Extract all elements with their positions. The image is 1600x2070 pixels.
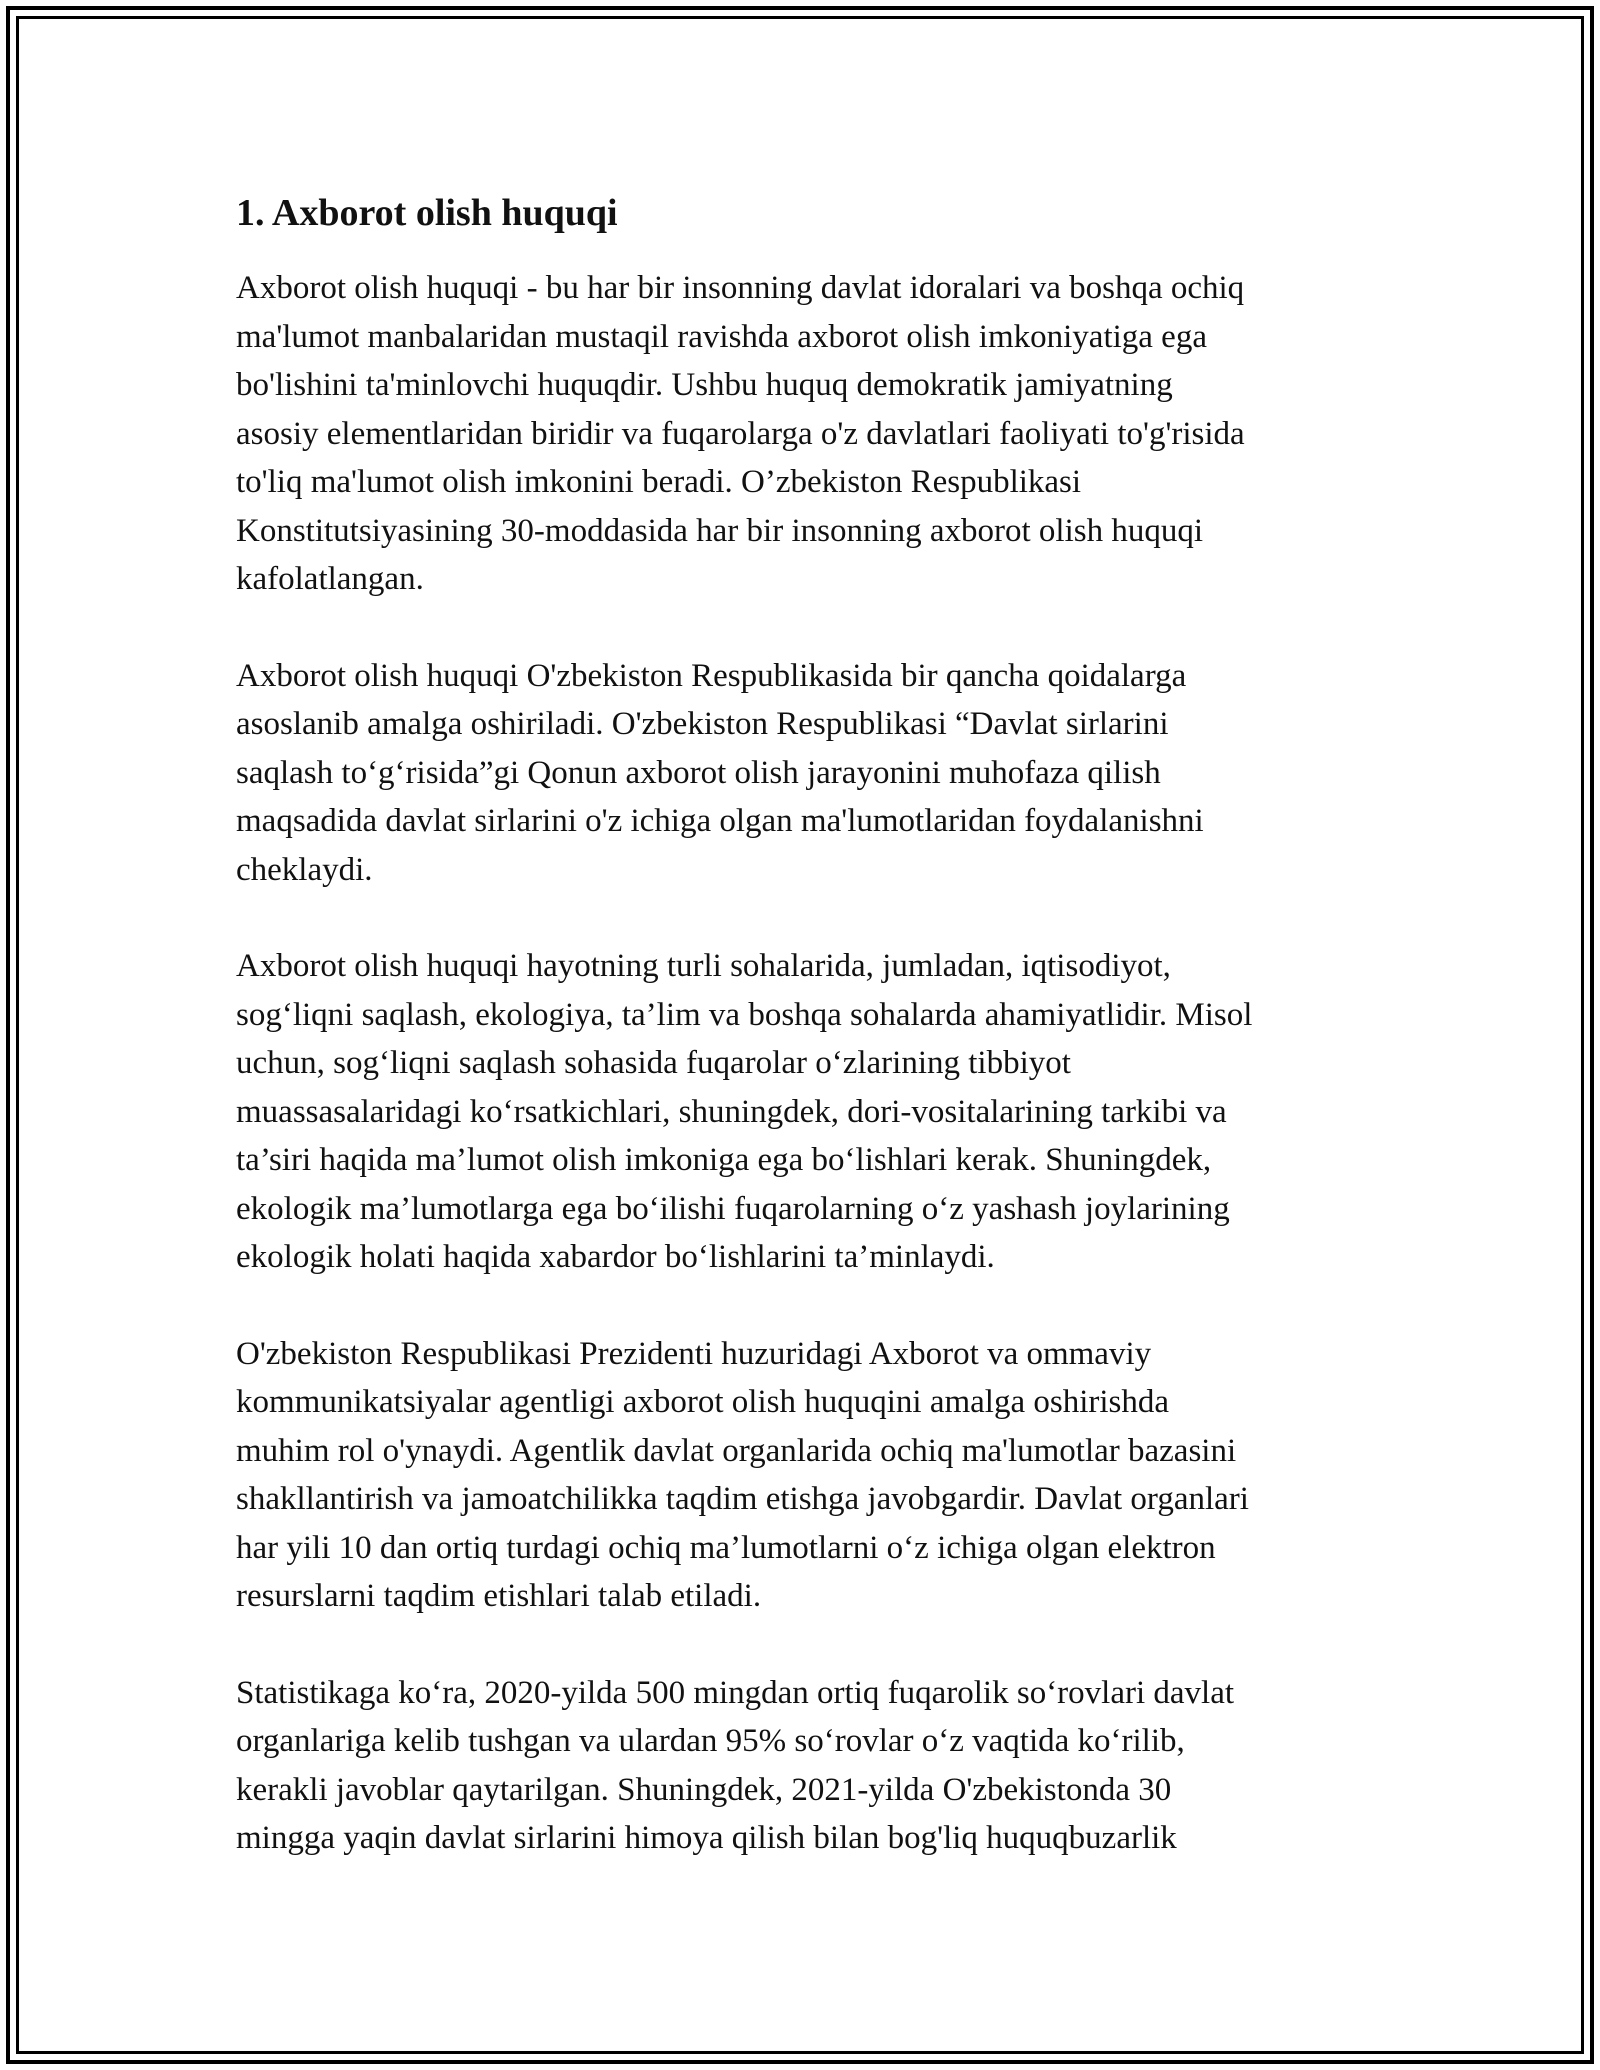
paragraph-line: shakllantirish va jamoatchilikka taqdim etishga javobgardir. Davlat organlari <box>236 1481 1249 1517</box>
paragraph-line: mingga yaqin davlat sirlarini himoya qilish bilan bog'liq huquqbuzarlik <box>236 1820 1177 1856</box>
paragraph-line: muassasalaridagi ko‘rsatkichlari, shuningdek, dori-vositalarining tarkibi va <box>236 1093 1227 1130</box>
paragraph-3 <box>236 942 1386 1282</box>
paragraph-line: saqlash to‘g‘risida”gi Qonun axborot olish jarayonini muhofaza qilish <box>236 754 1161 791</box>
paragraph-line: Axborot olish huquqi O'zbekiston Respublikasida bir qancha qoidalarga <box>236 657 1187 694</box>
paragraph-1 <box>236 264 1386 604</box>
paragraph-line: to'liq ma'lumot olish imkonini beradi. O’zbekiston Respublikasi <box>236 464 1082 500</box>
paragraph-line: kafolatlangan. <box>236 561 424 597</box>
paragraph-line: Statistikaga ko‘ra, 2020-yilda 500 mingdan ortiq fuqarolik so‘rovlari davlat <box>236 1674 1235 1711</box>
document-body <box>236 186 1386 1911</box>
paragraph-line: ma'lumot manbalaridan mustaqil ravishda axborot olish imkoniyatiga ega <box>236 318 1207 355</box>
paragraph-line: ta’siri haqida ma’lumot olish imkoniga ega bo‘lishlari kerak. Shuningdek, <box>236 1142 1212 1178</box>
paragraph-line: O'zbekiston Respublikasi Prezidenti huzuridagi Axborot va ommaviy <box>236 1335 1152 1372</box>
paragraph-line: asoslanib amalga oshiriladi. O'zbekiston Respublikasi “Davlat sirlarini <box>236 706 1169 742</box>
paragraph-line: ekologik holati haqida xabardor bo‘lishlarini ta’minlaydi. <box>236 1239 995 1275</box>
paragraph-line: kommunikatsiyalar agentligi axborot olish huquqini amalga oshirishda <box>236 1384 1170 1420</box>
paragraph-line: maqsadida davlat sirlarini o'z ichiga olgan ma'lumotlaridan foydalanishni <box>236 803 1204 839</box>
paragraph-line: bo'lishini ta'minlovchi huquqdir. Ushbu huquq demokratik jamiyatning <box>236 367 1173 403</box>
paragraph-line: Axborot olish huquqi hayotning turli sohalarida, jumladan, iqtisodiyot, <box>236 948 1171 984</box>
section-heading: 1. Axborot olish huquqi <box>236 192 618 234</box>
paragraph-5 <box>236 1669 1386 1863</box>
paragraph-line: cheklaydi. <box>236 851 373 888</box>
paragraph-line: ekologik ma’lumotlarga ega bo‘ilishi fuqarolarning o‘z yashash joylarining <box>236 1190 1230 1227</box>
paragraph-line: organlariga kelib tushgan va ulardan 95% so‘rovlar o‘z vaqtida ko‘rilib, <box>236 1723 1185 1759</box>
paragraph-line: resurslarni taqdim etishlari talab etiladi. <box>236 1578 762 1614</box>
paragraph-line: har yili 10 dan ortiq turdagi ochiq ma’lumotlarni o‘z ichiga olgan elektron <box>236 1529 1216 1566</box>
paragraph-line: kerakli javoblar qaytarilgan. Shuningdek, 2021-yilda O'zbekistonda 30 <box>236 1771 1172 1808</box>
paragraph-2 <box>236 652 1386 895</box>
paragraph-line: Axborot olish huquqi - bu har bir insonning davlat idoralari va boshqa ochiq <box>236 270 1245 306</box>
paragraph-4 <box>236 1330 1386 1621</box>
paragraph-line: uchun, sog‘liqni saqlash sohasida fuqarolar o‘zlarining tibbiyot <box>236 1045 1071 1081</box>
paragraph-line: muhim rol o'ynaydi. Agentlik davlat organlarida ochiq ma'lumotlar bazasini <box>236 1432 1237 1469</box>
paragraph-line: sog‘liqni saqlash, ekologiya, ta’lim va boshqa sohalarda ahamiyatlidir. Misol <box>236 996 1253 1033</box>
paragraph-line: asosiy elementlaridan biridir va fuqarolarga o'z davlatlari faoliyati to'g'risida <box>236 415 1245 452</box>
paragraph-line: Konstitutsiyasining 30-moddasida har bir insonning axborot olish huquqi <box>236 512 1204 549</box>
